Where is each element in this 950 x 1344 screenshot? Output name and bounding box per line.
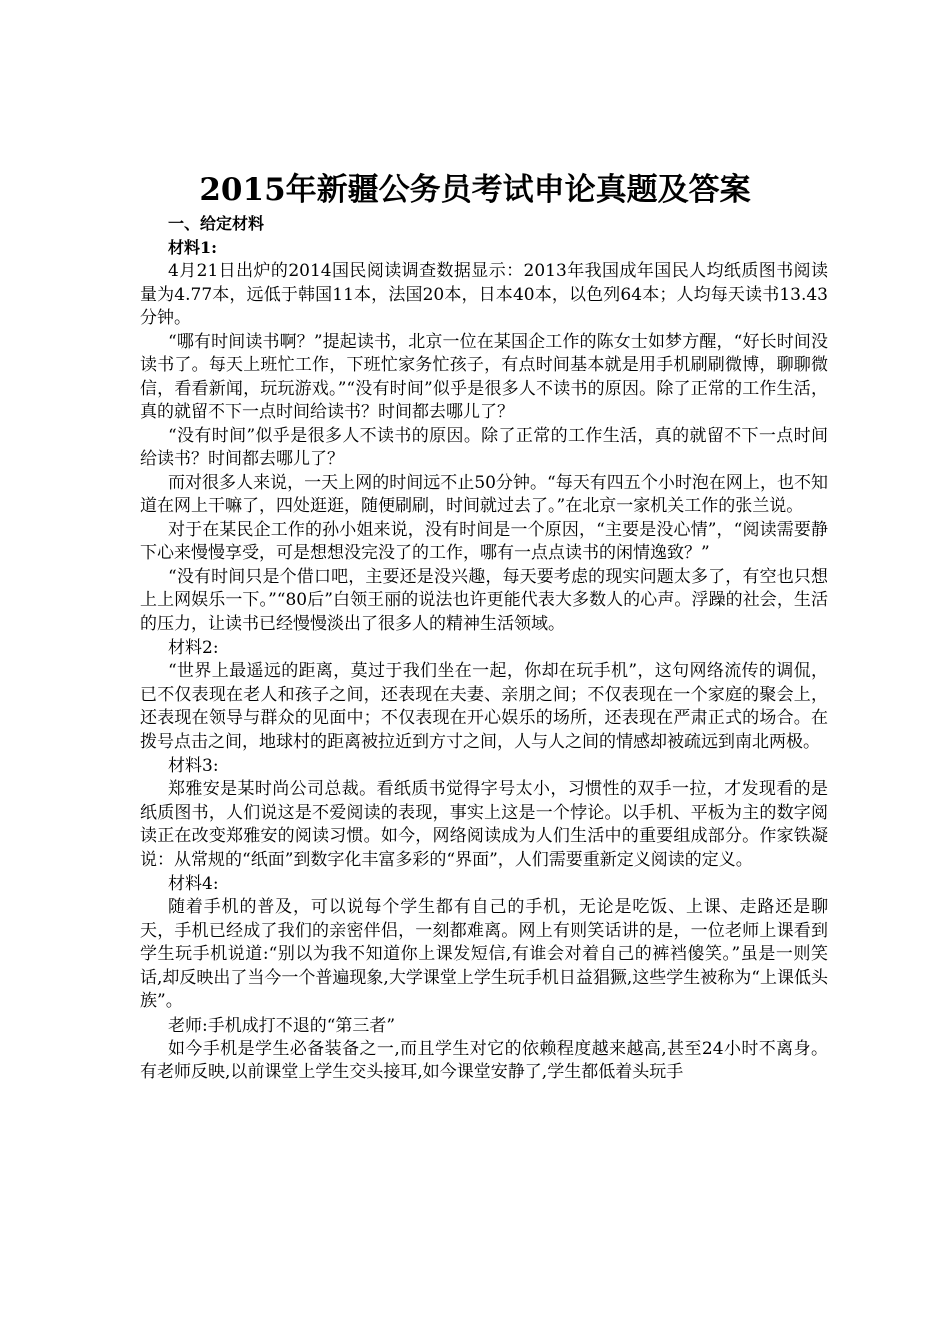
material-4-label: 材料4: <box>168 874 219 894</box>
material-3-paragraph: 郑雅安是某时尚公司总裁。看纸质书觉得字号太小，习惯性的双手一拉，才发现看的是纸质图书，人们说这是不爱阅读的表现，事实上这是一个悖论。以手机、平板为主的数字阅读正在改变郑雅安的阅读习惯。如今，网络阅读成为人们生活中的重要组成部分。作家铁凝说：从常规的“纸面”到数字化丰富多彩的“界面”，人们需要重新定义阅读的定义。 <box>140 779 828 870</box>
material-4-paragraph: 随着手机的普及，可以说每个学生都有自己的手机，无论是吃饭、上课、走路还是聊天，手机已经成了我们的亲密伴侣，一刻都难离。网上有则笑话讲的是，一位老师上课看到学生玩手机说道:“别以为我不知道你上课发短信,有谁会对着自己的裤裆傻笑。”虽是一则笑话,却反映出了当今一个普遍现象,大学课堂上学生玩手机日益猖獗,这些学生被称为“上课低头族”。 <box>140 897 828 1011</box>
material-2-label: 材料2: <box>168 638 219 658</box>
material-1-paragraph: 对于在某民企工作的孙小姐来说，没有时间是一个原因，“主要是没心情”，“阅读需要静下心来慢慢享受，可是想想没完没了的工作，哪有一点点读书的闲情逸致？” <box>140 519 828 563</box>
material-1-paragraph: “没有时间”似乎是很多人不读书的原因。除了正常的工作生活，真的就留不下一点时间给读书？时间都去哪儿了？ <box>140 425 828 469</box>
material-1-paragraph: “没有时间只是个借口吧，主要还是没兴趣，每天要考虑的现实问题太多了，有空也只想上上网娱乐一下。”“80后”白领王丽的说法也许更能代表大多数人的心声。浮躁的社会，生活的压力，让读书已经慢慢淡出了很多人的精神生活领域。 <box>140 566 828 634</box>
document-body <box>140 212 828 1085</box>
document-title: 2015年新疆公务员考试申论真题及答案 <box>199 172 751 208</box>
section-heading: 一、给定材料 <box>168 214 265 233</box>
material-2-paragraph: “世界上最遥远的距离，莫过于我们坐在一起，你却在玩手机”，这句网络流传的调侃，已不仅表现在老人和孩子之间，还表现在夫妻、亲朋之间；不仅表现在一个家庭的聚会上，还表现在领导与群众的见面中；不仅表现在开心娱乐的场所，还表现在严肃正式的场合。在拨号点击之间，地球村的距离被拉近到方寸之间，人与人之间的情感却被疏远到南北两极。 <box>140 661 828 752</box>
material-4-subheading: 老师:手机成打不退的“第三者” <box>168 1015 396 1036</box>
material-3-label: 材料3: <box>168 756 219 776</box>
material-1-paragraph: 4月21日出炉的2014国民阅读调查数据显示：2013年我国成年国民人均纸质图书阅读量为4.77本，远低于韩国11本，法国20本，日本40本，以色列64本；人均每天读书13.43分钟。 <box>140 261 828 328</box>
material-1-paragraph: 而对很多人来说，一天上网的时间远不止50分钟。“每天有四五个小时泡在网上，也不知道在网上干嘛了，四处逛逛，随便刷刷，时间就过去了。”在北京一家机关工作的张兰说。 <box>140 472 828 516</box>
material-1-paragraph: “哪有时间读书啊？”提起读书，北京一位在某国企工作的陈女士如梦方醒，“好长时间没读书了。每天上班忙工作，下班忙家务忙孩子，有点时间基本就是用手机刷刷微博，聊聊微信，看看新闻，玩玩游戏。”“没有时间”似乎是很多人不读书的原因。除了正常的工作生活，真的就留不下一点时间给读书？时间都去哪儿了？ <box>140 331 828 422</box>
material-4-paragraph: 如今手机是学生必备装备之一,而且学生对它的依赖程度越来越高,甚至24小时不离身。有老师反映,以前课堂上学生交头接耳,如今课堂安静了,学生都低着头玩手 <box>140 1038 828 1082</box>
material-1-label: 材料1: <box>168 238 218 257</box>
